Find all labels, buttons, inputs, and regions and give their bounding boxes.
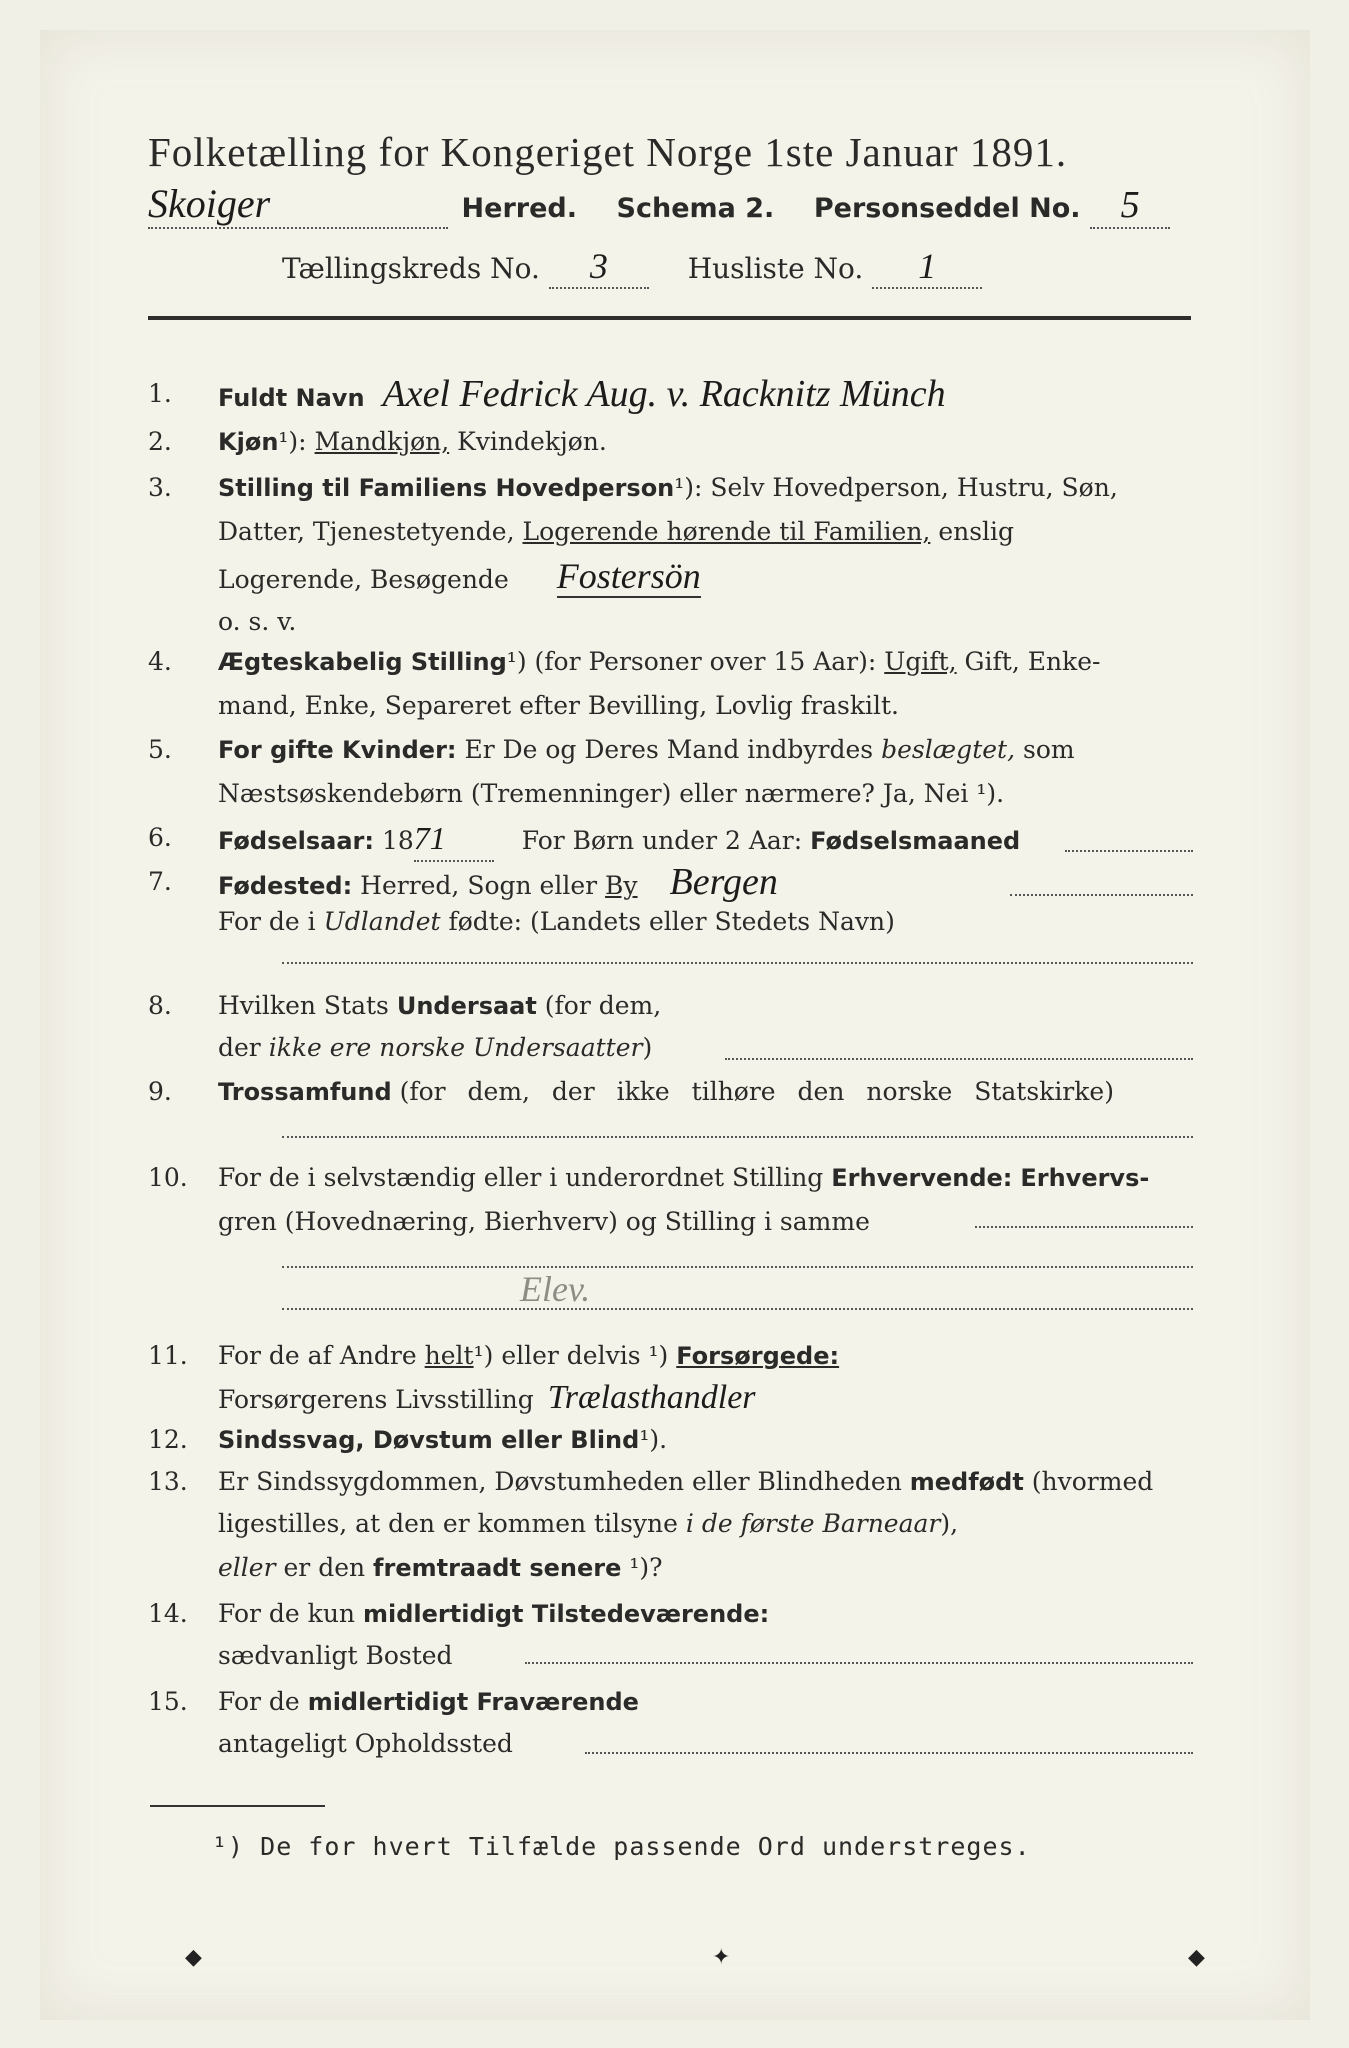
header-rule — [148, 316, 1191, 320]
full-name-value: Axel Fedrick Aug. v. Racknitz Münch — [382, 373, 946, 415]
birth-year-value: 71 — [414, 816, 494, 862]
sex-label: Kjøn — [218, 428, 279, 456]
occupation-dotline-1 — [975, 1226, 1193, 1228]
kreds-line — [282, 245, 982, 289]
personseddel-value: 5 — [1090, 183, 1170, 229]
supported-text: ¹) eller delvis ¹) — [473, 1341, 669, 1370]
birth-month-text: For Børn under 2 Aar: — [521, 826, 803, 855]
item-number: 1. — [148, 379, 172, 408]
item-number: 13. — [148, 1467, 188, 1496]
item-number: 15. — [148, 1687, 188, 1716]
marital-text: Gift, Enke- — [964, 647, 1101, 676]
birthplace-italic: Udlandet — [323, 907, 441, 936]
item-number: 3. — [148, 473, 172, 502]
item-number: 5. — [148, 735, 172, 764]
occupation-label: Erhvervs- — [1020, 1164, 1150, 1192]
religion-dotline — [282, 1136, 1193, 1138]
item-number: 4. — [148, 647, 172, 676]
herred-label: Herred. — [461, 193, 577, 224]
marital-label: Ægteskabelig Stilling — [218, 648, 507, 676]
temp-absent-label: midlertidigt Fraværende — [307, 1688, 639, 1716]
married-women-italic: beslægtet, — [881, 735, 1016, 764]
citizenship-italic: ikke ere norske Undersaatter — [268, 1033, 643, 1062]
footnote-rule — [150, 1805, 325, 1807]
congenital-text: ), — [940, 1509, 959, 1538]
husliste-value: 1 — [872, 245, 982, 289]
birth-month-dotline — [1065, 850, 1193, 852]
position-text: Logerende, Besøgende — [218, 565, 509, 594]
occupation-text: For de i selvstændig eller i underordnet Stilling — [218, 1163, 824, 1192]
congenital-italic: i de første Barneaar — [685, 1509, 941, 1538]
punch-mark-icon: ◆ — [1188, 1945, 1205, 1970]
later-onset-label: fremtraadt senere — [373, 1554, 622, 1582]
congenital-text: ¹)? — [629, 1553, 663, 1582]
religion-text: (for dem, der ikke tilhøre den norske Statskirke) — [399, 1077, 1114, 1106]
citizenship-dotline — [725, 1058, 1193, 1060]
disability-sup: ¹). — [639, 1425, 668, 1454]
birthplace-value: Bergen — [669, 861, 778, 903]
birthplace-dotline — [1010, 894, 1193, 896]
birth-year-prefix: 18 — [381, 826, 414, 855]
item-number: 8. — [148, 991, 172, 1020]
supported-text: For de af Andre — [218, 1341, 417, 1370]
position-option-lodger-family: Logerende hørende til Familien, — [522, 517, 931, 546]
married-women-text: som — [1022, 735, 1075, 764]
birthplace-text: For de i — [218, 907, 316, 936]
probable-residence-label: antageligt Opholdssted — [218, 1729, 513, 1758]
item-number: 12. — [148, 1425, 188, 1454]
sex-option-male: Mandkjøn, — [314, 427, 450, 456]
supported-label: Forsørgede: — [676, 1342, 840, 1370]
citizenship-text: (for dem, — [544, 991, 662, 1020]
form-title: Folketælling for Kongeriget Norge 1ste Januar 1891. — [148, 129, 1068, 175]
occupation-text: gren (Hovednæring, Bierhverv) og Stilling i samme — [218, 1207, 870, 1236]
punch-mark-icon: ◆ — [185, 1945, 202, 1970]
foreign-birthplace-dotline — [282, 962, 1193, 964]
marital-text: mand, Enke, Separeret efter Bevilling, Lovlig fraskilt. — [218, 691, 899, 720]
item-number: 2. — [148, 427, 172, 456]
supporter-value: Trælasthandler — [547, 1379, 756, 1416]
usual-residence-label: sædvanligt Bosted — [218, 1641, 453, 1670]
congenital-italic: eller — [218, 1553, 276, 1582]
married-women-text: Næstsøskendebørn (Tremenninger) eller nærmere? Ja, Nei ¹). — [218, 779, 1005, 808]
occupation-dotline-2 — [282, 1266, 1193, 1268]
position-label: Stilling til Familiens Hovedperson — [218, 474, 675, 502]
sex-option-female: Kvindekjøn. — [457, 427, 607, 456]
married-women-label: For gifte Kvinder: — [218, 736, 457, 764]
congenital-text: er den — [283, 1553, 366, 1582]
position-value: Fostersön — [556, 556, 701, 596]
position-text: ¹): Selv Hovedperson, Hustru, Søn, — [674, 473, 1118, 502]
kreds-label: Tællingskreds No. — [282, 252, 540, 285]
birth-month-label: Fødselsmaaned — [810, 827, 1021, 855]
citizenship-text: der — [218, 1033, 261, 1062]
temp-present-label: midlertidigt Tilstedeværende: — [362, 1600, 770, 1628]
birthplace-label: Fødested: — [218, 872, 353, 900]
temp-absent-text: For de — [218, 1687, 300, 1716]
married-women-text: Er De og Deres Mand indbyrdes — [464, 735, 874, 764]
position-text: enslig — [938, 517, 1015, 546]
personseddel-label: Personseddel No. — [813, 193, 1081, 224]
usual-residence-dotline — [525, 1662, 1193, 1664]
footnote: ¹) De for hvert Tilfælde passende Ord understreges. — [212, 1832, 1031, 1861]
birthplace-text: fødte: (Landets eller Stedets Navn) — [448, 907, 895, 936]
congenital-text: (hvormed — [1031, 1467, 1154, 1496]
item-number: 9. — [148, 1077, 172, 1106]
kreds-value: 3 — [549, 245, 649, 289]
marital-text: ¹) (for Personer over 15 Aar): — [506, 647, 877, 676]
congenital-label: medfødt — [909, 1468, 1024, 1496]
supporter-text: Forsørgerens Livsstilling — [218, 1385, 534, 1414]
item-number: 7. — [148, 867, 172, 896]
supported-option-fully: helt — [424, 1341, 474, 1370]
herred-value: Skoiger — [148, 180, 448, 229]
herred-line — [148, 180, 1170, 229]
occupation-label: Erhvervende: — [831, 1164, 1013, 1192]
citizenship-text: Hvilken Stats — [218, 991, 389, 1020]
item-number: 11. — [148, 1341, 188, 1370]
item-number: 10. — [148, 1163, 188, 1192]
item-number: 6. — [148, 823, 172, 852]
birthplace-option-town: By — [605, 871, 638, 900]
citizenship-label: Undersaat — [396, 992, 537, 1020]
occupation-dotline-3 — [282, 1308, 1193, 1310]
citizenship-text: ) — [642, 1033, 653, 1062]
schema-label: Schema 2. — [616, 193, 775, 224]
congenital-text: Er Sindssygdommen, Døvstumheden eller Blindheden — [218, 1467, 902, 1496]
marital-option-unmarried: Ugift, — [884, 647, 957, 676]
temp-present-text: For de kun — [218, 1599, 356, 1628]
occupation-value: Elev. — [520, 1269, 591, 1309]
husliste-label: Husliste No. — [687, 252, 864, 285]
item-number: 14. — [148, 1599, 188, 1628]
position-text: Datter, Tjenestetyende, — [218, 517, 515, 546]
position-text: o. s. v. — [218, 607, 297, 636]
disability-label: Sindssvag, Døvstum eller Blind — [218, 1426, 640, 1454]
sex-sup: ¹): — [278, 427, 307, 456]
congenital-text: ligestilles, at den er kommen tilsyne — [218, 1509, 678, 1538]
probable-residence-dotline — [585, 1752, 1193, 1754]
punch-mark-icon: ✦ — [712, 1945, 731, 1970]
religion-label: Trossamfund — [218, 1078, 392, 1106]
birth-year-label: Fødselsaar: — [218, 827, 374, 855]
full-name-label: Fuldt Navn — [218, 384, 365, 412]
birthplace-text: Herred, Sogn eller — [360, 871, 598, 900]
